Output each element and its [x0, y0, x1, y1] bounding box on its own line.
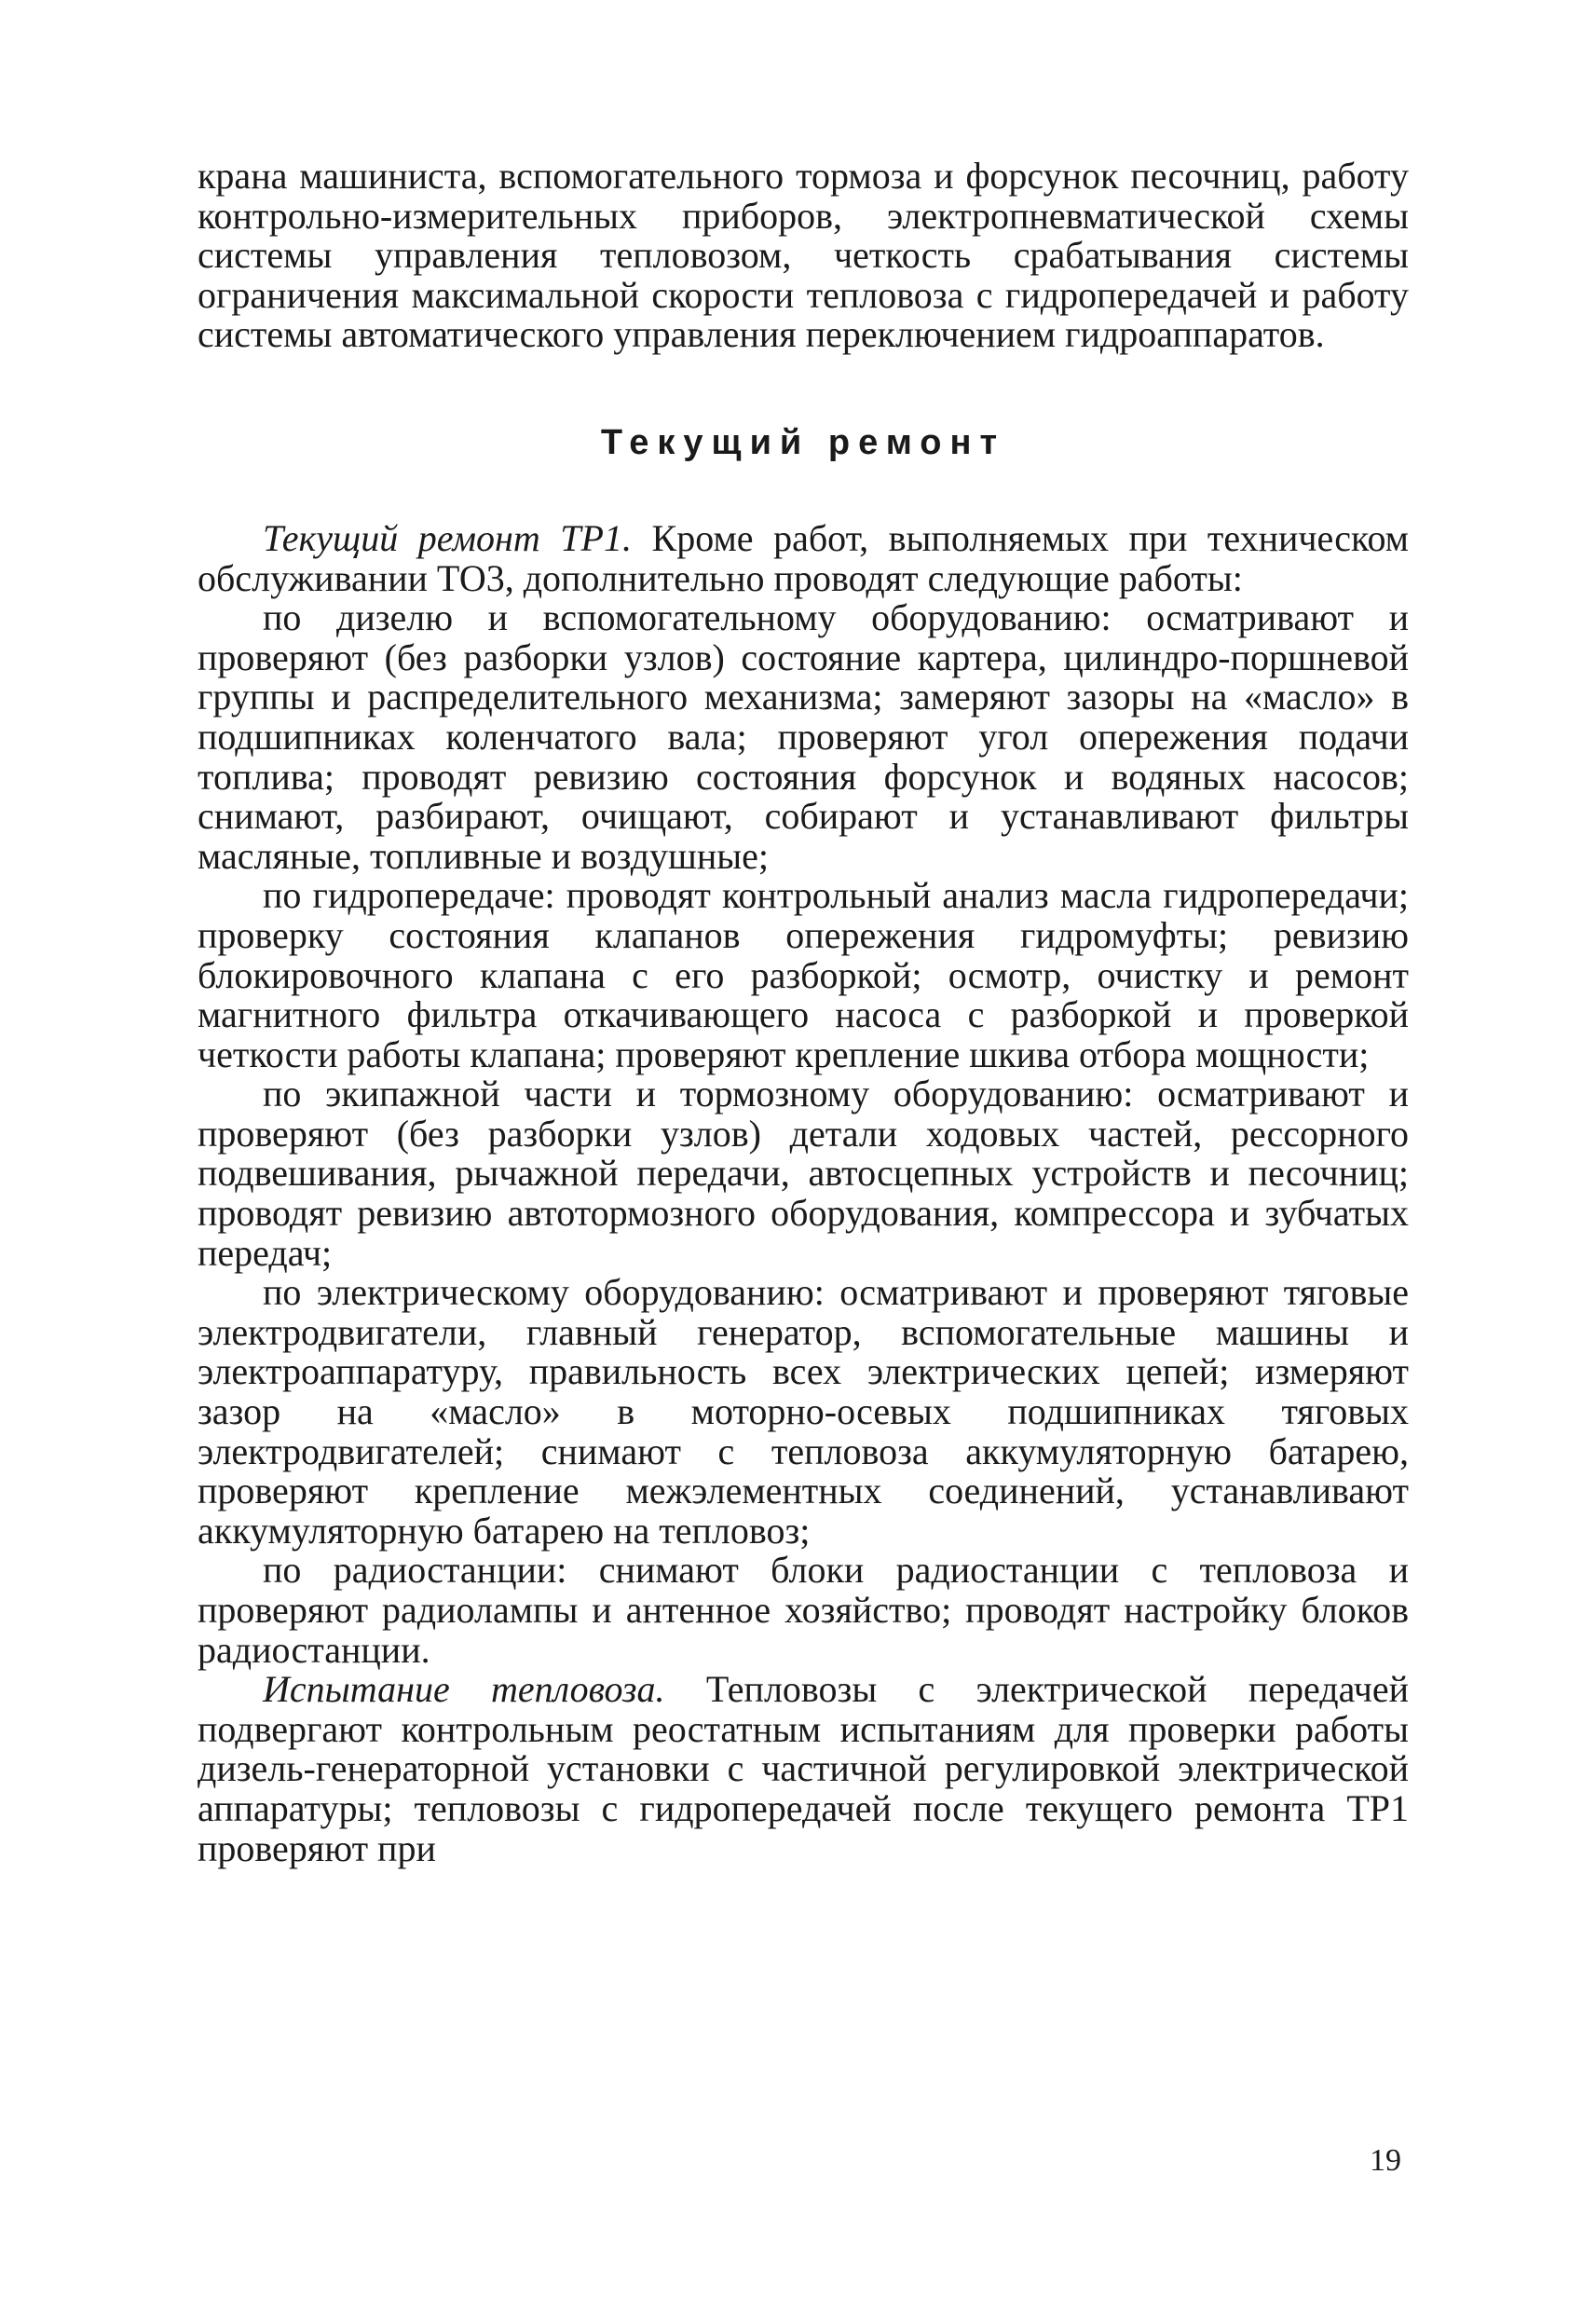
- item-diesel: по дизелю и вспомогательному оборудованию: осматривают и проверяют (без разборки узлов) состояние картера, цилиндро-поршневой группы и распределительного механизма; замеряют зазоры на «масло» в подшипниках коленчатого вала; проверяют угол опережения подачи топлива; проводят ревизию состояния форсунок и водяных насосов; снимают, разбирают, очищают, собирают и устанавливают фильтры масляные, топливные и воздушные;: [198, 596, 1409, 877]
- page-body: [198, 157, 1409, 1868]
- tr1-text: Кроме работ, выполняемых при техническом обслуживании ТО3, дополнительно проводят следующие работы:: [198, 516, 1409, 599]
- test-run-in: Испытание тепловоза.: [263, 1668, 665, 1711]
- section-title: Текущий ремонт: [600, 422, 1006, 462]
- test-paragraph: [198, 1670, 1409, 1868]
- item-radio-station: по радиостанции: снимают блоки радиостанции с тепловоза и проверяют радиолампы и антенное хозяйство; проводят настройку блоков радиостанции.: [198, 1549, 1409, 1671]
- test-text: Тепловозы с электрической передачей подвергают контрольным реостатным испытаниям для проверки работы дизель-генераторной установки с частичной регулировкой электрической аппаратуры; тепловозы с гидропередачей после текущего ремонта ТР1 проверяют при: [198, 1668, 1410, 1869]
- item-running-gear-brakes: по экипажной части и тормозному оборудованию: осматривают и проверяют (без разборки узлов) детали ходовых частей, рессорного подвешивания, рычажной передачи, автосцепных устройств и песочниц; проводят ревизию автотормозного оборудования, компрессора и зубчатых передач;: [198, 1073, 1409, 1274]
- tr1-paragraph: [198, 516, 1409, 599]
- intro-paragraph: крана машиниста, вспомогательного тормоза и форсунок песочниц, работу контрольно-измерительных приборов, электропневматической схемы системы управления тепловозом, четкость срабатывания системы ограничения максимальной скорости тепловоза с гидропередачей и работу системы автоматического управления переключением гидроаппаратов.: [198, 155, 1409, 356]
- item-hydraulic-transmission: по гидропередаче: проводят контрольный анализ масла гидропередачи; проверку состояния клапанов опережения гидромуфты; ревизию блокировочного клапана с его разборкой; осмотр, очистку и ремонт магнитного фильтра откачивающего насоса с разборкой и проверкой четкости работы клапана; проверяют крепление шкива отбора мощности;: [198, 874, 1409, 1075]
- tr1-run-in: Текущий ремонт ТР1.: [263, 516, 632, 559]
- page-number: 19: [1370, 2143, 1401, 2178]
- item-electrical-equipment: по электрическому оборудованию: осматривают и проверяют тяговые электродвигатели, главный генератор, вспомогательные машины и электроаппаратуру, правильность всех электрических цепей; измеряют зазор на «масло» в моторно-осевых подшипниках тяговых электродвигателей; снимают с тепловоза аккумуляторную батарею, проверяют крепление межэлементных соединений, устанавливают аккумуляторную батарею на тепловоз;: [198, 1271, 1409, 1552]
